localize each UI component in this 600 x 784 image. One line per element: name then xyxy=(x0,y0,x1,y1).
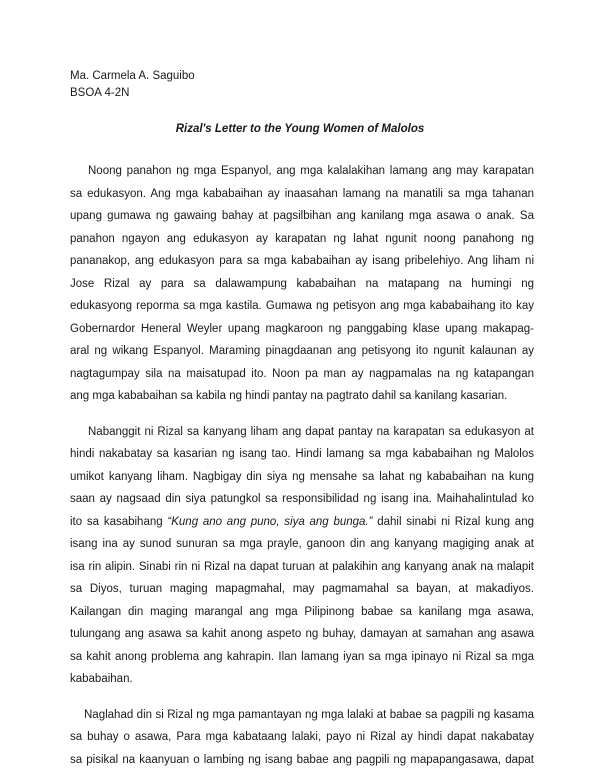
paragraph-line: ang mga kababaihan sa kabila ng hindi pantay na pagtrato dahil sa kanilang kasarian. xyxy=(70,390,508,402)
paragraph-1 xyxy=(70,160,534,408)
author-name: Ma. Carmela A. Saguibo xyxy=(70,70,195,82)
paragraph-line: Noong panahon ng mga Espanyol, ang mga kalalakihan lamang ang may karapatan xyxy=(88,165,534,177)
paragraph-line: umikot kanyang liham. Nagbigay din siya ng mensahe sa lahat ng kababaihan na kung xyxy=(70,470,534,483)
paragraph-line: sa Diyos, turuan maging mapagmahal, may pagmamahal sa bayan, at makadiyos. xyxy=(70,583,534,595)
paragraph-line: Naglahad din si Rizal ng mga pamantayan ng mga lalaki at babae sa pagpili ng kasama xyxy=(84,708,534,721)
paragraph-line: isa rin alipin. Sinabi rin ni Rizal na dapat turuan at palakihin ang kanyang anak na malapit xyxy=(70,560,534,573)
document-title: Rizal's Letter to the Young Women of Malolos xyxy=(175,123,425,135)
paragraph-line: sa buhay o asawa, Para mga kabataang lalaki, payo ni Rizal ay hindi dapat nakabatay xyxy=(70,731,534,743)
paragraph-line: sa pisikal na kaanyuan o lambing ng isang babae ang pagpili ng mapapangasawa, dapat xyxy=(70,753,534,766)
paragraph-line: sa edukasyon. Ang mga kababaihan ay inaasahan lamang na manatili sa mga tahanan xyxy=(70,187,534,200)
paragraph-line: nagtagumpay sila na maisatupad ito. Noon pa man ay nagpamalas na ng katapangan xyxy=(70,367,534,380)
paragraph-line: saan ay nagsaad din siya patungkol sa responsibilidad ng isang ina. Maihahalintulad ko xyxy=(70,493,534,505)
paragraph-line: pananakop, ang edukasyon para sa mga kababaihan ay isang pribelehiyo. Ang liham ni xyxy=(70,255,534,267)
paragraph-line: Gobernardor Heneral Weyler upang magkaroon ng panggabing klase upang makapag- xyxy=(70,322,534,335)
line-text-before-quote: ito sa kasabihang xyxy=(70,515,168,528)
paragraph-line: Jose Rizal ay para sa dalawampung kababaihan na matapang na humingi ng xyxy=(70,277,534,290)
paragraph-line: sa kahit anong problema ang kahrapin. Ilan lamang iyan sa mga ipinayo ni Rizal sa mga xyxy=(70,650,534,663)
paragraph-line: Nabanggit ni Rizal sa kanyang liham ang dapat pantay na karapatan sa edukasyon at xyxy=(88,425,534,438)
line-text-after-quote: dahil sinabi ni Rizal kung ang xyxy=(372,515,534,528)
paragraph-2 xyxy=(70,421,534,691)
paragraph-line: isang ina ay sunod sunuran sa mga prayle, ganoon din ang kanyang magiging anak at xyxy=(70,538,534,550)
paragraph-line: Kailangan din maging marangal ang mga Pilipinong babae sa kanilang mga asawa, xyxy=(70,605,534,618)
paragraph-line: hindi nakabatay sa kasarian ng isang tao. Hindi lamang sa mga kababaihan ng Malolos xyxy=(70,448,534,460)
paragraph-line: tulungang ang asawa sa kahit anong aspeto ng buhay, damayan at samahan ang asawa xyxy=(70,628,534,640)
author-section: BSOA 4-2N xyxy=(70,87,130,99)
paragraph-line: edukasyong reporma sa mga kastila. Gumawa ng petisyon ang mga kababaihang ito kay xyxy=(70,300,534,312)
document-body xyxy=(70,160,534,784)
paragraph-line-with-quote xyxy=(70,511,534,534)
paragraph-line: panahon ngayon ang edukasyon ay karapatan ng lahat ngunit noong panahong ng xyxy=(70,232,534,245)
quoted-saying: “Kung ano ang puno, siya ang bunga.” xyxy=(167,515,373,528)
paragraph-line: aral ng wikang Espanyol. Maraming pinagdaanan ang petisyong ito ngunit kalaunan ay xyxy=(70,345,534,357)
author-block xyxy=(70,68,195,102)
paragraph-line: upang gumawa ng gawaing bahay at pagsilbihan ang kanilang mga asawa o anak. Sa xyxy=(70,210,534,222)
paragraph-line: kababaihan. xyxy=(70,673,133,685)
paragraph-3 xyxy=(70,704,534,772)
